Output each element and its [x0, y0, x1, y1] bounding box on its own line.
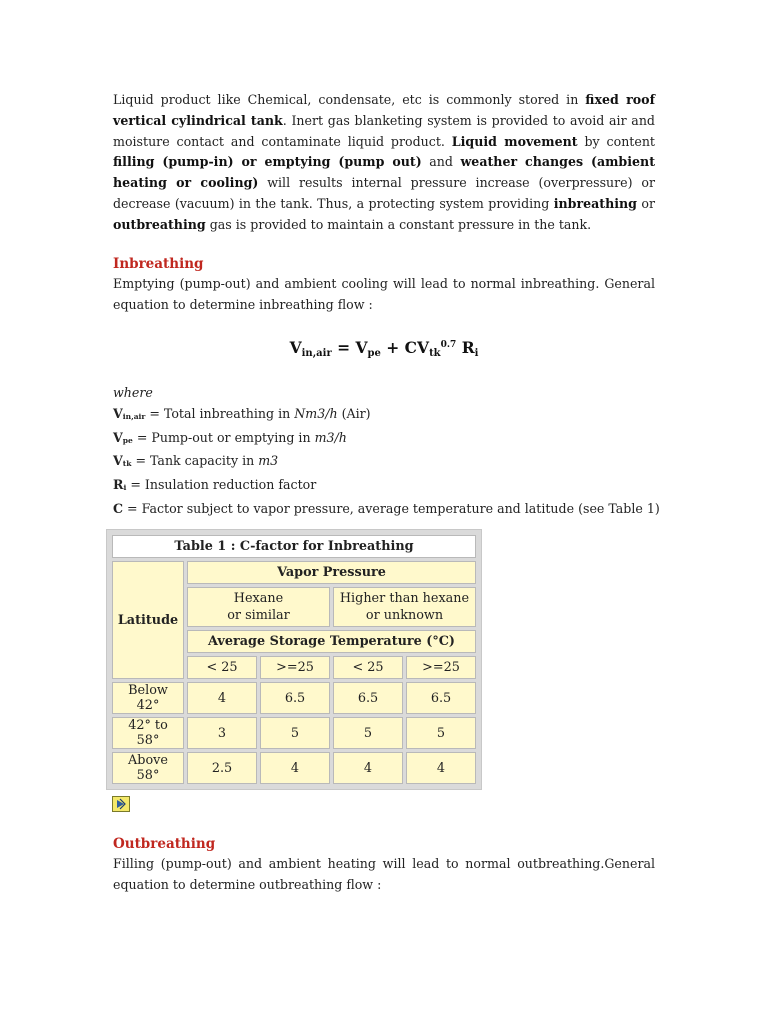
value-cell: 5 — [260, 717, 330, 749]
temp-header: >=25 — [406, 656, 476, 679]
value-cell: 6.5 — [406, 682, 476, 714]
temp-header: < 25 — [187, 656, 257, 679]
def-c: C = Factor subject to vapor pressure, average temperature and latitude (see Table 1) — [113, 500, 660, 516]
hexane-header: Hexane or similar — [187, 587, 330, 627]
table-row — [112, 682, 476, 714]
c-factor-table — [106, 529, 482, 790]
value-cell: 6.5 — [333, 682, 403, 714]
intro-paragraph: Liquid product like Chemical, condensate, etc is commonly stored in fixed roof vertical cylindrical tank. Inert gas blanketing system is provided to avoid air and moisture contact and contaminate liquid product. Liquid movement by content filling (pump-in) or emptying (pump out) and weather changes (ambient heating or cooling) will results internal pressure increase (overpressure) or decrease (vacuum) in the tank. Thus, a protecting system providing inbreathing or outbreathing gas is provided to maintain a constant pressure in the tank. — [113, 92, 656, 232]
value-cell: 4 — [260, 752, 330, 784]
value-cell: 3 — [187, 717, 257, 749]
value-cell: 4 — [187, 682, 257, 714]
latitude-cell: Below 42° — [112, 682, 184, 714]
higher-than-hexane-header: Higher than hexane or unknown — [333, 587, 476, 627]
inbreathing-equation: $V_{in,air} = V_{pe} + CV_{tk}^{0.7}$ $R_i$ — [289, 338, 479, 359]
def-v-in-air: $V_{in,air}$ = Total inbreathing in Nm3/h (Air) — [113, 405, 371, 421]
where-label: where — [113, 385, 153, 400]
vapor-pressure-header: Vapor Pressure — [187, 561, 476, 584]
inbreathing-heading: Inbreathing — [113, 256, 204, 272]
value-cell: 2.5 — [187, 752, 257, 784]
outbreathing-heading: Outbreathing — [113, 836, 216, 852]
value-cell: 5 — [406, 717, 476, 749]
latitude-header: Latitude — [112, 561, 184, 679]
latitude-cell: Above 58° — [112, 752, 184, 784]
def-r-i: $R_i$ = Insulation reduction factor — [113, 477, 317, 493]
value-cell: 4 — [333, 752, 403, 784]
value-cell: 5 — [333, 717, 403, 749]
avg-temp-header: Average Storage Temperature (°C) — [187, 630, 476, 653]
table-row — [112, 752, 476, 784]
outbreathing-text: Filling (pump-out) and ambient heating will lead to normal outbreathing.General equation to determine outbreathing flow : — [113, 856, 655, 892]
back-arrow-icon[interactable] — [112, 796, 130, 812]
table-title: Table 1 : C-factor for Inbreathing — [112, 535, 476, 558]
def-v-pe: $V_{pe}$ = Pump-out or emptying in m3/h — [113, 429, 347, 445]
variable-definitions — [113, 383, 660, 520]
table-row — [112, 717, 476, 749]
temp-header: < 25 — [333, 656, 403, 679]
value-cell: 6.5 — [260, 682, 330, 714]
value-cell: 4 — [406, 752, 476, 784]
temp-header: >=25 — [260, 656, 330, 679]
def-v-tk: $V_{tk}$ = Tank capacity in m3 — [113, 453, 279, 469]
inbreathing-text: Emptying (pump-out) and ambient cooling will lead to normal inbreathing. General equation to determine inbreathing flow : — [113, 276, 655, 312]
latitude-cell: 42° to 58° — [112, 717, 184, 749]
